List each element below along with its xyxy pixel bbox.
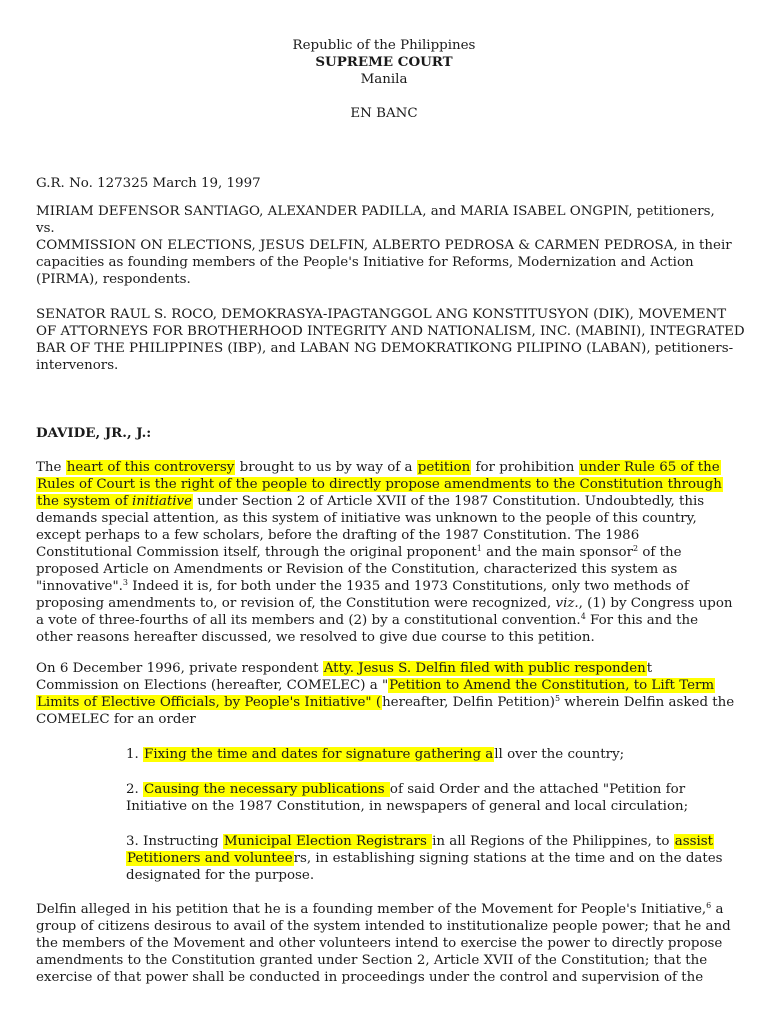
highlight: under Rule 65 of the	[579, 460, 720, 475]
author-justice: DAVIDE, JR., J.:	[36, 425, 152, 441]
highlight: assist	[674, 834, 714, 849]
respondents-line: COMMISSION ON ELECTIONS, JESUS DELFIN, ALBERTO PEDROSA & CARMEN PEDROSA, in their	[36, 238, 732, 253]
text-line	[36, 476, 732, 493]
text-line: proposing amendments to, or revision of, the Constitution were recognized, viz., (1) by Congress upon	[36, 596, 733, 611]
text-line: proposed Article on Amendments or Revision of the Constitution, characterized this system as	[36, 562, 678, 577]
court-city: Manila	[360, 72, 408, 87]
text-line: COMELEC for an order	[36, 712, 196, 727]
text-line: exercise of that power shall be conducted in proceedings under the control and supervision of the	[36, 970, 704, 985]
order-item-2: 2. Causing the necessary publications of said Order and the attached "Petition for Initiative on the 1987 Constitution, in newspapers of general and local circulation;	[126, 782, 689, 814]
petitioners-line: MIRIAM DEFENSOR SANTIAGO, ALEXANDER PADILLA, and MARIA ISABEL ONGPIN, petitioners,	[36, 204, 715, 219]
highlight: Limits of Elective Officials, by People's Initiative" (	[37, 695, 382, 710]
text-line: except perhaps to a few scholars, before the drafting of the 1987 Constitution. The 1986	[36, 528, 640, 543]
text-line: The heart of this controversy brought to us by way of a petition for prohibition under Rule 65 of the	[36, 460, 720, 475]
highlight: Petitioners and voluntee	[127, 851, 293, 866]
order-item-1: 1. Fixing the time and dates for signature gathering all over the country;	[126, 747, 625, 762]
text-line: Delfin alleged in his petition that he is a founding member of the Movement for People's Initiative,$^6$ a	[36, 901, 724, 917]
footnote-ref[interactable]: 2	[633, 544, 639, 553]
court-header	[0, 37, 768, 88]
text-line: demands special attention, as this system of initiative was unknown to the people of this country,	[36, 511, 697, 526]
text-line: other reasons hereafter discussed, we resolved to give due course to this petition.	[36, 630, 595, 645]
footnote-ref[interactable]: 5	[554, 694, 561, 703]
republic-line: Republic of the Philippines	[292, 38, 476, 53]
highlight: the system of initiative	[37, 494, 193, 509]
respondents-line: capacities as founding members of the People's Initiative for Reforms, Modernization and Action	[36, 255, 694, 270]
court-name: SUPREME COURT	[315, 54, 453, 70]
text-line: On 6 December 1996, private respondent Atty. Jesus S. Delfin filed with public respondent	[36, 661, 653, 676]
footnote-ref[interactable]: 4	[580, 612, 586, 621]
highlight: Petition to Amend the Constitution, to Lift Term	[389, 678, 715, 693]
text-line: group of citizens desirous to avail of the system intended to institutionalize people power; that he and	[36, 919, 731, 934]
highlight: Municipal Election Registrars	[223, 834, 432, 849]
text-line: Commission on Elections (hereafter, COMELEC) a "Petition to Amend the Constitution, to Lift Term	[36, 678, 715, 693]
footnote-ref[interactable]: 6	[706, 901, 712, 910]
highlight: Atty. Jesus S. Delfin filed with public responden	[323, 661, 646, 676]
highlight: Causing the necessary publications	[144, 782, 389, 797]
paragraph-2	[36, 660, 735, 728]
text-line: amendments to the Constitution granted under Section 2, Article XVII of the Constitution; that the	[36, 953, 708, 968]
footnote-ref[interactable]: 3	[122, 578, 128, 587]
text-line: the members of the Movement and other volunteers intend to exercise the power to directly propose	[36, 936, 723, 951]
text-line: a vote of three-fourths of all its members and (2) by a constitutional convention.$^4$ For this and the	[36, 612, 699, 628]
petitioners-block	[36, 203, 732, 288]
order-item-3: 3. Instructing Municipal Election Registrars in all Regions of the Philippines, to assist Petitioners and volunteers, in establishing signing stations at the time and on the dates designated for the purpose.	[126, 834, 723, 883]
versus-line: vs.	[36, 221, 55, 236]
intervenors-block: SENATOR RAUL S. ROCO, DEMOKRASYA-IPAGTANGGOL ANG KONSTITUSYON (DIK), MOVEMENT OF ATTORNEYS FOR BROTHERHOOD INTEGRITY AND NATIONALISM, INC. (MABINI), INTEGRATED BAR OF THE PHILIPPINES (IBP), and LABAN NG DEMOKRATIKONG PILIPINO (LABAN), petitioners- intervenors.	[36, 307, 745, 373]
highlight: petition	[417, 460, 471, 475]
text-line: "innovative".$^3$ Indeed it is, for both under the 1935 and 1973 Constitutions, only two methods of	[36, 578, 689, 594]
highlight: heart of this controversy	[66, 460, 235, 475]
paragraph-1	[36, 459, 732, 646]
footnote-ref[interactable]: 1	[476, 544, 482, 553]
text-line: the system of initiative under Section 2 of Article XVII of the 1987 Constitution. Undoubtedly, this	[37, 494, 705, 509]
paragraph-3	[36, 901, 732, 986]
highlight: Fixing the time and dates for signature gathering a	[144, 747, 494, 762]
case-number: G.R. No. 127325 March 19, 1997	[36, 176, 261, 191]
text-line: Limits of Elective Officials, by People's Initiative" (hereafter, Delfin Petition)$^5$ wherein Delfin asked the	[37, 694, 735, 710]
respondents-line: (PIRMA), respondents.	[36, 272, 191, 287]
highlight: Rules of Court is the right of the people to directly propose amendments to the Constitution through	[37, 477, 722, 492]
division-label: EN BANC	[350, 106, 418, 121]
text-line: Constitutional Commission itself, through the original proponent$^1$ and the main sponsor$^2$ of the	[36, 544, 682, 560]
